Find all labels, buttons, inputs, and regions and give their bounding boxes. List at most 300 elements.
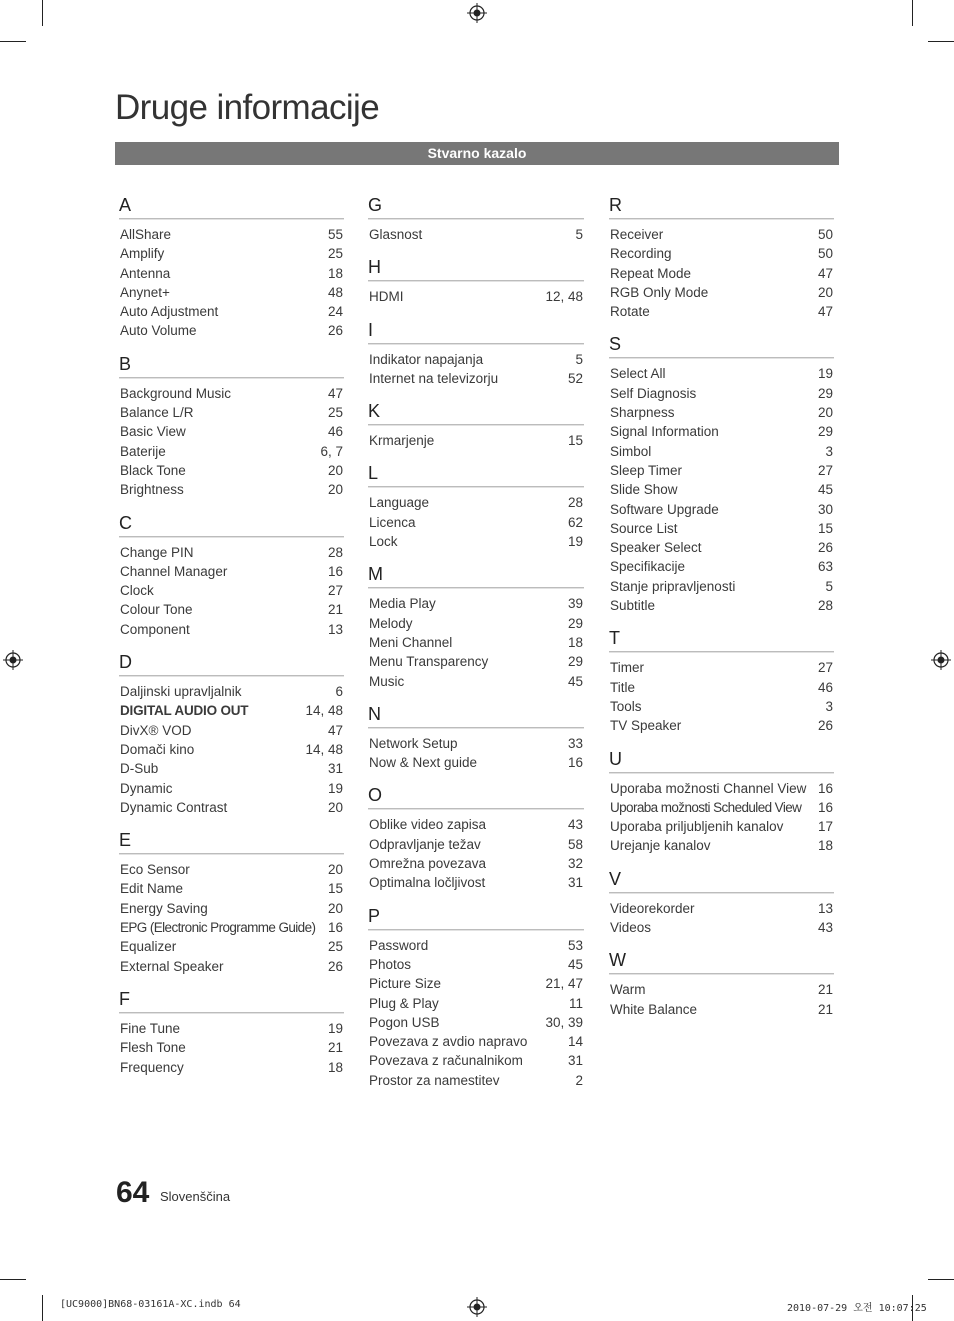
entry-label: Videos — [610, 920, 652, 936]
index-entry — [368, 1071, 584, 1090]
index-entry — [368, 1051, 584, 1070]
entry-page: 32 — [567, 856, 583, 872]
index-section — [119, 653, 344, 817]
entry-page: 62 — [567, 514, 583, 530]
entry-page: 21 — [327, 602, 343, 618]
index-entry — [609, 716, 834, 735]
index-entry — [119, 562, 344, 581]
entry-label: Omrežna povezava — [369, 856, 487, 872]
entry-label: Network Setup — [369, 735, 458, 751]
entry-label: Stanje pripravljenosti — [610, 578, 736, 594]
index-section — [119, 831, 344, 976]
index-section — [609, 951, 834, 1019]
section-divider — [368, 280, 584, 282]
index-entry — [609, 480, 834, 499]
entry-label: Title — [610, 679, 636, 695]
entry-page: 24 — [327, 304, 343, 320]
entry-label: Videorekorder — [610, 900, 695, 916]
section-divider — [609, 651, 834, 653]
index-entry — [119, 422, 344, 441]
index-entry — [119, 879, 344, 898]
crop-mark — [42, 1295, 43, 1321]
entry-page: 27 — [817, 660, 833, 676]
index-section — [368, 402, 584, 450]
entry-page: 45 — [817, 482, 833, 498]
index-entry — [119, 225, 344, 244]
entry-label: Energy Saving — [120, 900, 208, 916]
index-entry — [609, 596, 834, 615]
entry-page: 18 — [567, 634, 583, 650]
index-entry — [119, 543, 344, 562]
entry-label: Colour Tone — [120, 602, 193, 618]
index-entry — [368, 753, 584, 772]
index-section — [119, 196, 344, 341]
entry-page: 6 — [335, 684, 343, 700]
section-letter: I — [368, 319, 374, 340]
entry-label: Slide Show — [610, 482, 678, 498]
entry-label: Dynamic — [120, 780, 173, 796]
index-section — [119, 355, 344, 500]
section-letter: H — [368, 257, 381, 278]
entry-label: Uporaba možnosti Scheduled View — [610, 799, 802, 815]
entry-page: 15 — [327, 881, 343, 897]
index-entry — [119, 759, 344, 778]
crop-mark — [928, 1279, 954, 1280]
entry-label: Meni Channel — [369, 634, 453, 650]
index-entry — [609, 364, 834, 383]
entry-page: 3 — [825, 698, 833, 714]
entry-page: 30 — [817, 501, 833, 517]
entry-label: Dynamic Contrast — [120, 799, 228, 815]
index-entry — [609, 461, 834, 480]
entry-label: Daljinski upravljalnik — [120, 684, 242, 700]
entry-page: 45 — [567, 673, 583, 689]
index-entry — [609, 538, 834, 557]
index-entry — [368, 1032, 584, 1051]
index-column-3 — [609, 196, 834, 1033]
entry-page: 46 — [817, 679, 833, 695]
section-letter: W — [609, 950, 626, 971]
index-entry — [609, 697, 834, 716]
print-footer-file: [UC9000]BN68-03161A-XC.indb 64 — [60, 1299, 241, 1310]
entry-page: 58 — [567, 836, 583, 852]
index-entry — [368, 672, 584, 691]
index-entry — [609, 225, 834, 244]
entry-label: HDMI — [369, 289, 404, 305]
entry-page: 29 — [817, 385, 833, 401]
entry-page: 20 — [817, 284, 833, 300]
entry-label: Component — [120, 621, 190, 637]
entry-page: 47 — [327, 385, 343, 401]
section-letter: C — [119, 512, 132, 533]
index-entry — [119, 798, 344, 817]
index-entry — [368, 652, 584, 671]
index-section — [119, 514, 344, 639]
entry-label: Specifikacije — [610, 559, 686, 575]
entry-label: Oblike video zapisa — [369, 817, 487, 833]
entry-label: Optimalna ločljivost — [369, 875, 486, 891]
entry-page: 52 — [567, 370, 583, 386]
entry-label: Rotate — [610, 304, 650, 320]
entry-page: 5 — [575, 227, 583, 242]
index-entry — [368, 1013, 584, 1032]
entry-label: Recording — [610, 246, 672, 262]
index-entry — [609, 422, 834, 441]
index-entry — [609, 918, 834, 937]
index-entry — [609, 836, 834, 855]
crop-mark — [0, 41, 26, 42]
entry-label: Povezava z avdio napravo — [369, 1034, 528, 1050]
index-entry — [609, 1000, 834, 1019]
section-bar: Stvarno kazalo — [115, 142, 839, 165]
index-section — [368, 321, 584, 389]
entry-page: 29 — [817, 424, 833, 440]
entry-page: 21, 47 — [545, 976, 583, 992]
entry-label: Language — [369, 495, 430, 511]
entry-page: 47 — [817, 265, 833, 281]
entry-page: 26 — [327, 958, 343, 974]
index-entry — [119, 937, 344, 956]
entry-label: Internet na televizorju — [369, 370, 499, 386]
index-entry — [119, 918, 344, 937]
entry-label: Odpravljanje težav — [369, 836, 481, 852]
registration-mark-icon — [3, 650, 23, 670]
index-section — [368, 786, 584, 892]
section-letter: B — [119, 353, 132, 374]
section-divider — [119, 675, 344, 677]
index-entry — [609, 384, 834, 403]
entry-page: 26 — [817, 540, 833, 556]
entry-page: 20 — [327, 862, 343, 878]
entry-label: D-Sub — [120, 761, 159, 777]
entry-page: 28 — [327, 544, 343, 560]
section-divider — [119, 377, 344, 379]
index-entry — [368, 532, 584, 551]
section-letter: S — [609, 334, 622, 355]
entry-label: Background Music — [120, 385, 232, 401]
entry-page: 27 — [327, 583, 343, 599]
section-divider — [609, 892, 834, 894]
entry-label: Fine Tune — [120, 1020, 181, 1036]
entry-page: 11 — [568, 995, 583, 1011]
section-letter: V — [609, 868, 622, 889]
index-entry — [368, 594, 584, 613]
index-entry — [609, 264, 834, 283]
entry-label: Plug & Play — [369, 995, 439, 1011]
index-entry — [119, 321, 344, 340]
registration-mark-icon — [467, 3, 487, 23]
section-divider — [368, 727, 584, 729]
entry-page: 53 — [567, 937, 583, 953]
entry-page: 63 — [817, 559, 833, 575]
section-letter: N — [368, 703, 381, 724]
section-letter: P — [368, 905, 381, 926]
entry-label: Timer — [610, 660, 644, 676]
entry-label: Now & Next guide — [369, 755, 478, 771]
entry-page: 29 — [567, 654, 583, 670]
entry-label: Self Diagnosis — [610, 385, 697, 401]
index-entry — [368, 873, 584, 892]
entry-label: Warm — [610, 982, 646, 998]
entry-page: 18 — [327, 1059, 343, 1075]
entry-label: AllShare — [120, 227, 172, 242]
index-section — [609, 750, 834, 856]
entry-label: Prostor za namestitev — [369, 1072, 500, 1088]
section-letter: E — [119, 830, 132, 851]
entry-page: 43 — [567, 817, 583, 833]
entry-page: 29 — [567, 615, 583, 631]
index-entry — [609, 779, 834, 798]
entry-label: Melody — [369, 615, 413, 631]
registration-mark-icon — [931, 650, 951, 670]
entry-label: Photos — [369, 956, 412, 972]
entry-page: 31 — [327, 761, 343, 777]
entry-label: Basic View — [120, 424, 186, 440]
entry-label: Brightness — [120, 482, 184, 498]
entry-page: 17 — [817, 819, 833, 835]
entry-page: 55 — [327, 227, 343, 242]
entry-label: Povezava z računalnikom — [369, 1053, 523, 1069]
entry-label: Select All — [610, 366, 666, 382]
entry-label: Password — [369, 937, 429, 953]
index-section — [609, 629, 834, 735]
index-column-1 — [119, 196, 344, 1091]
entry-page: 20 — [817, 405, 833, 421]
index-entry — [609, 302, 834, 321]
index-section — [368, 464, 584, 551]
section-letter: T — [609, 628, 620, 649]
entry-page: 47 — [817, 304, 833, 320]
entry-page: 16 — [817, 799, 833, 815]
entry-label: White Balance — [610, 1001, 698, 1017]
index-section — [368, 196, 584, 244]
index-section — [609, 335, 834, 615]
entry-label: Clock — [120, 583, 154, 599]
entry-label: Baterije — [120, 443, 166, 459]
section-divider — [368, 424, 584, 426]
entry-page: 39 — [567, 596, 583, 612]
section-divider — [368, 929, 584, 931]
index-entry — [609, 500, 834, 519]
entry-page: 21 — [327, 1040, 343, 1056]
index-entry — [119, 779, 344, 798]
entry-page: 50 — [817, 246, 833, 262]
entry-page: 21 — [817, 1001, 833, 1017]
index-entry — [368, 994, 584, 1013]
entry-label: Eco Sensor — [120, 862, 190, 878]
entry-page: 30, 39 — [545, 1014, 583, 1030]
entry-label: Equalizer — [120, 939, 177, 955]
section-letter: G — [368, 195, 383, 215]
print-footer-date: 2010-07-29 오전 10:07:25 — [787, 1303, 927, 1314]
entry-page: 14, 48 — [305, 741, 343, 757]
index-entry — [119, 283, 344, 302]
entry-label: Sleep Timer — [610, 462, 683, 478]
index-entry — [368, 936, 584, 955]
section-letter: R — [609, 195, 622, 215]
section-letter: U — [609, 748, 622, 769]
index-entry — [368, 614, 584, 633]
index-entry — [119, 899, 344, 918]
section-letter: O — [368, 785, 383, 806]
entry-page: 25 — [327, 405, 343, 421]
index-section — [119, 990, 344, 1077]
section-divider — [119, 853, 344, 855]
entry-label: Uporaba priljubljenih kanalov — [610, 819, 784, 835]
index-entry — [368, 493, 584, 512]
index-entry — [119, 302, 344, 321]
index-entry — [609, 980, 834, 999]
section-letter: K — [368, 401, 381, 422]
entry-page: 16 — [327, 920, 343, 936]
entry-page: 20 — [327, 462, 343, 478]
entry-label: Urejanje kanalov — [610, 838, 711, 854]
entry-label: Anynet+ — [120, 284, 170, 300]
entry-page: 20 — [327, 900, 343, 916]
section-letter: F — [119, 988, 130, 1009]
index-entry — [368, 513, 584, 532]
entry-page: 19 — [327, 780, 343, 796]
entry-page: 25 — [327, 246, 343, 262]
index-entry — [368, 225, 584, 244]
section-letter: D — [119, 652, 132, 673]
entry-page: 18 — [817, 838, 833, 854]
entry-page: 47 — [327, 722, 343, 738]
entry-label: Pogon USB — [369, 1014, 440, 1030]
entry-page: 14 — [567, 1034, 583, 1050]
entry-page: 43 — [817, 920, 833, 936]
entry-label: Uporaba možnosti Channel View — [610, 780, 807, 796]
entry-label: Auto Adjustment — [120, 304, 219, 320]
entry-label: Amplify — [120, 246, 165, 262]
entry-label: Glasnost — [369, 227, 423, 242]
section-divider — [609, 772, 834, 774]
entry-label: Picture Size — [369, 976, 442, 992]
entry-page: 15 — [567, 433, 583, 449]
index-section — [609, 870, 834, 938]
entry-page: 18 — [327, 265, 343, 281]
entry-label: Menu Transparency — [369, 654, 489, 670]
index-section — [609, 196, 834, 321]
entry-page: 19 — [327, 1020, 343, 1036]
language-label: Slovenščina — [160, 1189, 231, 1204]
entry-page: 3 — [825, 443, 833, 459]
index-entry — [609, 817, 834, 836]
index-section — [368, 565, 584, 690]
index-entry — [119, 860, 344, 879]
page-number: 64 — [116, 1176, 150, 1209]
entry-page: 16 — [327, 563, 343, 579]
index-entry — [609, 577, 834, 596]
index-entry — [609, 283, 834, 302]
section-divider — [609, 973, 834, 975]
entry-label: Change PIN — [120, 544, 194, 560]
index-section — [368, 258, 584, 306]
entry-label: DIGITAL AUDIO OUT — [120, 703, 249, 719]
index-entry — [119, 264, 344, 283]
index-entry — [119, 600, 344, 619]
section-divider — [609, 357, 834, 359]
entry-page: 31 — [567, 1053, 583, 1069]
entry-page: 28 — [817, 598, 833, 614]
index-entry — [368, 955, 584, 974]
index-entry — [119, 442, 344, 461]
section-letter: A — [119, 195, 132, 215]
entry-page: 31 — [567, 875, 583, 891]
section-divider — [119, 536, 344, 538]
index-entry — [368, 974, 584, 993]
index-entry — [609, 658, 834, 677]
index-entry — [609, 678, 834, 697]
entry-label: Edit Name — [120, 881, 184, 897]
index-section — [368, 907, 584, 1090]
index-entry — [119, 384, 344, 403]
index-entry — [119, 957, 344, 976]
index-entry — [119, 701, 344, 720]
index-entry — [368, 350, 584, 369]
index-entry — [609, 557, 834, 576]
entry-page: 19 — [817, 366, 833, 382]
section-divider — [368, 343, 584, 345]
entry-label: Auto Volume — [120, 323, 197, 339]
registration-mark-icon — [467, 1297, 487, 1317]
index-entry — [368, 369, 584, 388]
entry-label: Speaker Select — [610, 540, 702, 556]
entry-page: 13 — [817, 900, 833, 916]
entry-label: Indikator napajanja — [369, 351, 484, 367]
entry-page: 20 — [327, 799, 343, 815]
index-entry — [368, 431, 584, 450]
entry-page: 2 — [575, 1072, 583, 1088]
entry-label: Tools — [610, 698, 642, 714]
page-title: Druge informacije — [115, 88, 380, 127]
index-entry — [609, 244, 834, 263]
entry-page: 5 — [575, 351, 583, 367]
section-divider — [119, 1012, 344, 1014]
entry-label: Simbol — [610, 443, 652, 459]
entry-page: 15 — [817, 520, 833, 536]
entry-page: 46 — [327, 424, 343, 440]
entry-label: Antenna — [120, 265, 171, 281]
entry-page: 6, 7 — [320, 443, 343, 459]
index-entry — [368, 633, 584, 652]
index-entry — [368, 854, 584, 873]
entry-label: Sharpness — [610, 405, 675, 421]
entry-label: Source List — [610, 520, 678, 536]
index-entry — [609, 442, 834, 461]
section-divider — [609, 218, 834, 220]
index-entry — [119, 721, 344, 740]
entry-page: 33 — [567, 735, 583, 751]
crop-mark — [928, 41, 954, 42]
section-divider — [368, 808, 584, 810]
entry-label: Licenca — [369, 514, 416, 530]
entry-label: Software Upgrade — [610, 501, 719, 517]
entry-label: Krmarjenje — [369, 433, 435, 449]
entry-page: 21 — [817, 982, 833, 998]
entry-label: External Speaker — [120, 958, 224, 974]
index-entry — [609, 519, 834, 538]
section-divider — [368, 486, 584, 488]
index-entry — [368, 287, 584, 306]
index-entry — [119, 1038, 344, 1057]
entry-page: 16 — [817, 780, 833, 796]
entry-page: 13 — [327, 621, 343, 637]
entry-label: Signal Information — [610, 424, 719, 440]
entry-label: Channel Manager — [120, 563, 228, 579]
entry-page: 45 — [567, 956, 583, 972]
index-entry — [119, 682, 344, 701]
